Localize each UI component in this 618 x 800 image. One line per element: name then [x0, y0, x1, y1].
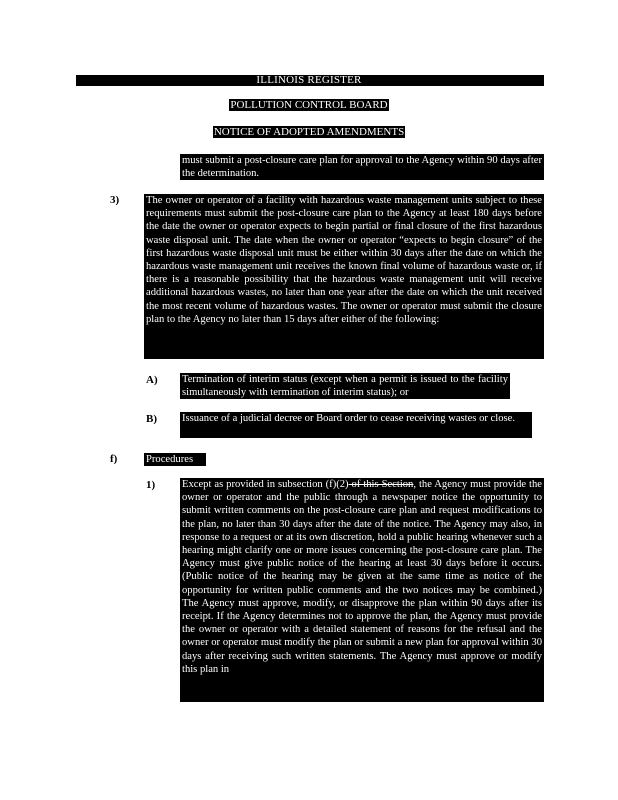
notice-heading: NOTICE OF ADOPTED AMENDMENTS [213, 126, 405, 138]
item-f-label: f) [110, 453, 118, 465]
item-f1-label: 1) [146, 479, 156, 491]
sub-b-label: B) [146, 413, 157, 425]
register-title: ILLINOIS REGISTER [256, 74, 362, 86]
item-3-label: 3) [110, 194, 120, 206]
sub-b-paragraph: Issuance of a judicial decree or Board order to cease receiving wastes or close. [180, 412, 532, 438]
board-heading: POLLUTION CONTROL BOARD [230, 99, 388, 111]
sub-a-paragraph: Termination of interim status (except when a permit is issued to the facility simultaneously with termination of interim status); or [182, 374, 508, 399]
sub-a-label: A) [146, 374, 158, 386]
item-f-heading: Procedures [144, 453, 206, 466]
struck-text: of this Section [348, 479, 414, 490]
item-3-paragraph: The owner or operator of a facility with hazardous waste management units subject to these requirements must submit the post-closure care plan to the Agency at least 180 days before the date the owner or operator expects to begin partial or final closure of the first hazardous waste disposal unit. The date when the owner or operator “expects to begin closure” of the first hazardous waste disposal unit must be either within 30 days after the date on which the hazardous waste management unit receives the known final volume of hazardous waste or, if there is a reasonable possibility that the hazardous waste management unit will receive additional hazardous wastes, no later than one year after the date on which the unit received the most recent volume of hazardous wastes. The owner or operator must submit the closure plan to the Agency no later than 15 days after either of the following: [144, 194, 544, 359]
continued-paragraph: must submit a post-closure care plan for approval to the Agency within 90 days after the determination. [182, 155, 542, 180]
item-f1-paragraph: Except as provided in subsection (f)(2) of this Section, the Agency must provide the owner or operator and the public through a newspaper notice the opportunity to submit written comments on the post-closure care plan and request modifications to the plan, no later than 30 days after the date of the notice. The Agency may also, in response to a request or at its own discretion, hold a public hearing whenever such a hearing might clarify one or more issues concerning the post-closure care plan. The Agency must give public notice of the hearing at least 30 days before it occurs. (Public notice of the hearing may be given at the same time as notice of the opportunity for written public comments and the two notices may be combined.) The Agency must approve, modify, or disapprove the plan within 90 days after its receipt. If the Agency determines not to approve the plan, the Agency must provide the owner or operator with a detailed statement of reasons for the refusal and the owner or operator must modify the plan or submit a new plan for approval within 30 days after receiving such written statements. The Agency must approve or modify this plan in [180, 478, 544, 702]
